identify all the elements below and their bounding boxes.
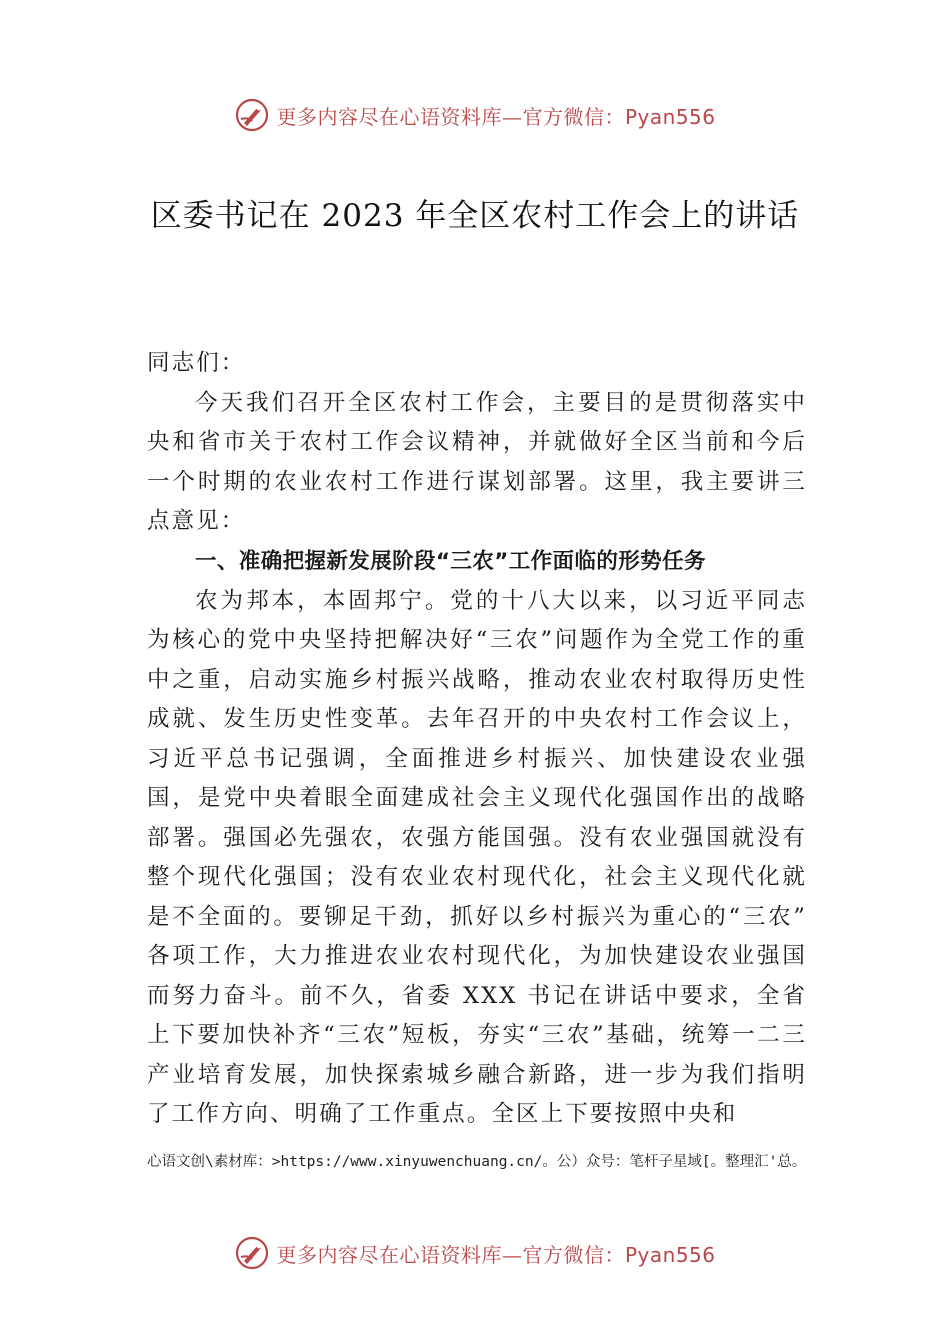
- document-body: [147, 344, 807, 1135]
- header-banner: [0, 95, 950, 135]
- salutation: 同志们：: [147, 350, 246, 376]
- document-title: 区委书记在 2023 年全区农村工作会上的讲话: [150, 198, 800, 234]
- wechat-id: Pyan556: [624, 1242, 716, 1267]
- banner-text: 更多内容尽在心语资料库—官方微信：Pyan556: [276, 104, 716, 129]
- footer-banner: [0, 1233, 950, 1273]
- wechat-id: Pyan556: [624, 104, 716, 129]
- section-heading: 一、准确把握新发展阶段“三农”工作面临的形势任务: [195, 548, 706, 574]
- pen-nib-logo-icon: [234, 1235, 270, 1271]
- footnote: 心语文创\素材库：>https://www.xinyuwenchuang.cn/。公）众号：笔杆子星域[。整理汇'总。: [147, 1154, 807, 1170]
- banner-text: 更多内容尽在心语资料库—官方微信：Pyan556: [276, 1242, 716, 1267]
- intro-paragraph: 今天我们召开全区农村工作会，主要目的是贯彻落实中央和省市关于农村工作会议精神，并就做好全区当前和今后一个时期的农业农村工作进行谋划部署。这里，我主要讲三点意见：: [147, 389, 807, 534]
- pen-nib-logo-icon: [234, 97, 270, 133]
- section-paragraph: 农为邦本，本固邦宁。党的十八大以来，以习近平同志为核心的党中央坚持把解决好“三农”问题作为全党工作的重中之重，启动实施乡村振兴战略，推动农业农村取得历史性成就、发生历史性变革。去年召开的中央农村工作会议上，习近平总书记强调，全面推进乡村振兴、加快建设农业强国，是党中央着眼全面建成社会主义现代化强国作出的战略部署。强国必先强农，农强方能国强。没有农业强国就没有整个现代化强国；没有农业农村现代化，社会主义现代化就是不全面的。要铆足干劲，抓好以乡村振兴为重心的“三农” 各项工作，大力推进农业农村现代化，为加快建设农业强国而努力奋斗。前不久，省委 XXX 书记在讲话中要求，全省上下要加快补齐“三农”短板，夯实“三农”基础，统筹一二三产业培育发展，加快探索城乡融合新路，进一步为我们指明了工作方向、明确了工作重点。全区上下要按照中央和: [147, 587, 807, 1127]
